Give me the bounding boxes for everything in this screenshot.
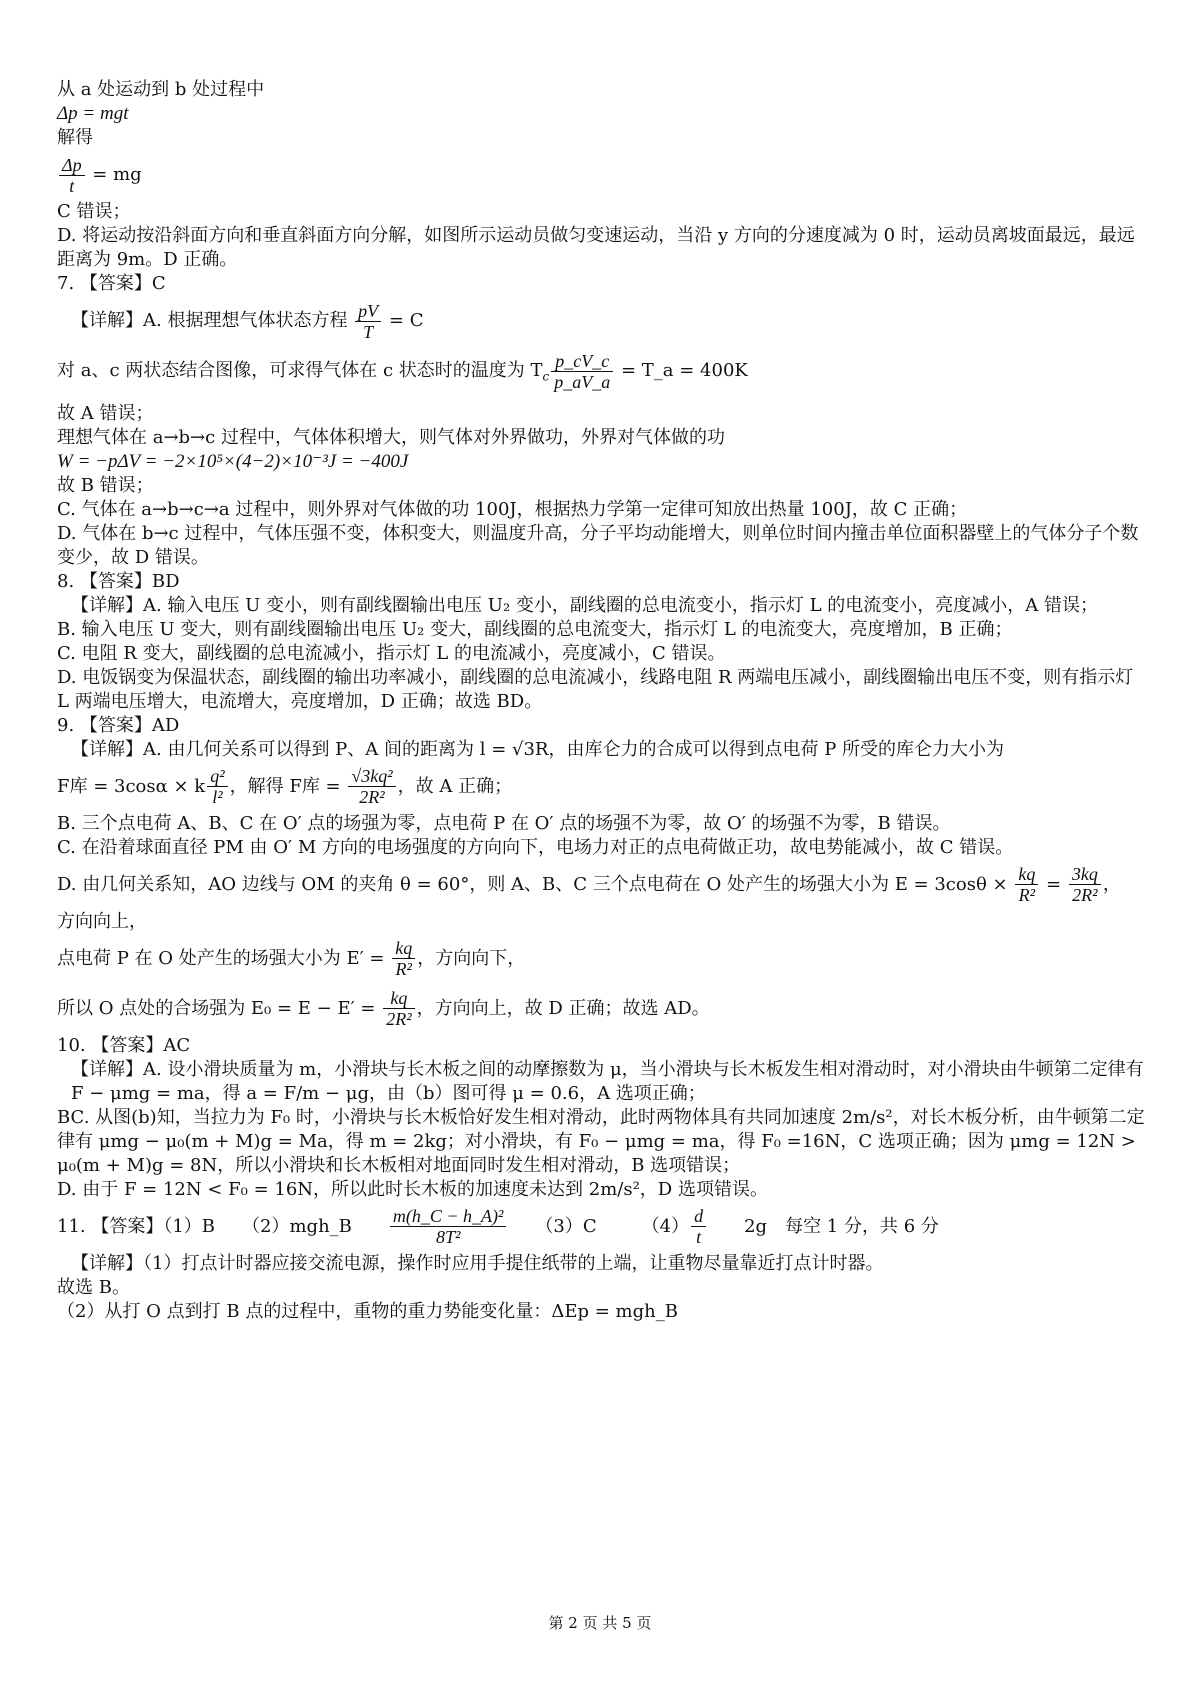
- line-text: = C: [383, 310, 424, 331]
- text-line: [57, 346, 1147, 402]
- text-line: [57, 402, 1147, 426]
- text-line: [57, 200, 1147, 224]
- line-text: （2）从打 O 点到打 B 点的过程中，重物的重力势能变化量：ΔEp = mgh_B: [57, 1300, 678, 1322]
- line-text: ，: [1102, 873, 1121, 895]
- text-line: [57, 150, 1147, 200]
- fraction: [383, 988, 414, 1029]
- text-line: [57, 984, 1147, 1034]
- line-text: 【详解】（1）打点计时器应接交流电源，操作时应用手提住纸带的上端，让重物尽量靠近打点计时器。: [71, 1252, 884, 1274]
- text-line: [57, 570, 1147, 594]
- fraction-numerator: 3kq: [1069, 864, 1101, 885]
- fraction-denominator: t: [696, 1227, 702, 1248]
- line-text: W = −pΔV = −2×10⁵×(4−2)×10⁻³J = −400J: [57, 450, 409, 472]
- fraction-denominator: t: [69, 175, 75, 196]
- text-line: [57, 1202, 1147, 1252]
- fraction-denominator: 2R²: [386, 1009, 412, 1030]
- line-text: 故 A 错误；: [57, 402, 154, 424]
- line-text: B. 三个点电荷 A、B、C 在 O′ 点的场强为零，点电荷 P 在 O′ 点的场强不为零，故 O′ 的场强不为零，B 错误。: [57, 812, 951, 834]
- fraction: [390, 1206, 507, 1247]
- fraction-denominator: 2R²: [359, 787, 385, 808]
- line-text: 故 B 错误；: [57, 474, 154, 496]
- text-line: [57, 836, 1147, 860]
- line-text: = mg: [86, 164, 142, 185]
- line-text: 7. 【答案】C: [57, 273, 166, 294]
- fraction-numerator: m(h_C − h_A)²: [390, 1206, 507, 1227]
- fraction-numerator: Δp: [59, 155, 85, 176]
- line-text: 【详解】A. 根据理想气体状态方程: [71, 310, 354, 331]
- line-text: =: [615, 360, 642, 381]
- fraction: [59, 155, 85, 196]
- line-text: 对 a、c 两状态结合图像，可求得气体在 c 状态时的温度为 T: [57, 360, 543, 381]
- text-line: [57, 1300, 1147, 1324]
- text-line: [57, 296, 1147, 346]
- page-footer: 第 2 页 共 5 页: [548, 1614, 652, 1632]
- line-text: C. 在沿着球面直径 PM 由 O′ M 方向的电场强度的方向向下，电场力对正的点电荷做正功，故电势能减小，故 C 错误。: [57, 836, 1014, 858]
- line-text: D. 由几何关系知，AO 边线与 OM 的夹角 θ = 60°，则 A、B、C 三个点电荷在 O 处产生的场强大小为 E = 3cosθ ×: [57, 873, 1014, 895]
- text-line: [57, 934, 1147, 984]
- line-text: 9. 【答案】AD: [57, 714, 180, 736]
- text-line: [57, 714, 1147, 738]
- line-text: （3）C （4）: [508, 1215, 690, 1237]
- text-line: [57, 522, 1147, 570]
- line-text: D. 将运动按沿斜面方向和垂直斜面方向分解，如图所示运动员做匀变速运动，当沿 y 方向的分速度减为 0 时，运动员离坡面最远，最远距离为 9m。D 正确。: [57, 225, 1135, 270]
- fraction-denominator: R²: [1018, 885, 1036, 906]
- fraction-numerator: kq: [392, 938, 415, 959]
- line-text: C 错误；: [57, 201, 131, 222]
- fraction-numerator: √3kq²: [348, 766, 395, 787]
- line-text: 点电荷 P 在 O 处产生的场强大小为 E′ =: [57, 947, 391, 969]
- text-line: [57, 860, 1147, 910]
- fraction: [207, 766, 227, 807]
- line-text: C. 气体在 a→b→c→a 过程中，则外界对气体做的功 100J，根据热力学第一定律可知放出热量 100J，故 C 正确；: [57, 498, 968, 520]
- line-text: T_a = 400K: [641, 360, 748, 381]
- line-text: 8. 【答案】BD: [57, 570, 180, 592]
- line-text: 【详解】A. 输入电压 U 变小，则有副线圈输出电压 U₂ 变小，副线圈的总电流变小，指示灯 L 的电流变小，亮度减小，A 错误；: [71, 594, 1098, 616]
- text-line: [57, 642, 1147, 666]
- line-text: F库 = 3cosα × k: [57, 775, 206, 797]
- text-line: [57, 498, 1147, 522]
- line-text: 故选 B。: [57, 1276, 130, 1298]
- subscript: c: [542, 369, 550, 384]
- line-text: D. 由于 F = 12N < F₀ = 16N，所以此时长木板的加速度未达到 2m/s²，D 选项错误。: [57, 1178, 768, 1200]
- text-line: [57, 224, 1147, 272]
- line-text: 10. 【答案】AC: [57, 1034, 191, 1056]
- line-text: 【详解】A. 由几何关系可以得到 P、A 间的距离为 l = √3R，由库仑力的合成可以得到点电荷 P 所受的库仑力大小为: [71, 738, 1005, 760]
- text-line: [57, 1252, 1147, 1276]
- fraction-numerator: kq: [383, 988, 414, 1009]
- text-line: [57, 1034, 1147, 1058]
- line-text: D. 电饭锅变为保温状态，副线圈的输出功率减小，副线圈的总电流减小，线路电阻 R 两端电压减小，副线圈输出电压不变，则有指示灯 L 两端电压增大，电流增大，亮度增加，D 正确；故选 BD。: [57, 666, 1134, 712]
- text-line: [57, 102, 1147, 126]
- line-text: C. 电阻 R 变大，副线圈的总电流减小，指示灯 L 的电流减小，亮度减小，C 错误。: [57, 642, 726, 664]
- line-text: BC. 从图(b)知，当拉力为 F₀ 时，小滑块与长木板恰好发生相对滑动，此时两物体具有共同加速度 2m/s²，对长木板分析，由牛顿第二定律有 μmg − μ₀(m + M)g = Ma，得 m = 2kg；对小滑块，有 F₀ − μmg = ma，得 F₀ =16N，C 选项正确；因为 μmg = 12N > μ₀(m + M)g = 8N，所以小滑块和长木板相对地面同时发生相对滑动，B 选项错误；: [57, 1106, 1145, 1176]
- text-line: [57, 762, 1147, 812]
- text-line: [57, 1058, 1147, 1106]
- text-line: [57, 812, 1147, 836]
- text-line: [57, 474, 1147, 498]
- text-line: [57, 618, 1147, 642]
- fraction-numerator: d: [691, 1206, 706, 1227]
- fraction: [1015, 864, 1038, 905]
- line-text: 11. 【答案】（1）B （2）mgh_B: [57, 1215, 388, 1237]
- fraction: [1069, 864, 1101, 905]
- fraction-denominator: T: [363, 321, 374, 342]
- fraction-denominator: p_aV_a: [554, 371, 611, 392]
- line-text: 解得: [57, 127, 93, 148]
- document-body: [57, 78, 1147, 1324]
- fraction: [551, 351, 613, 392]
- fraction-numerator: kq: [1015, 864, 1038, 885]
- fraction-denominator: l²: [212, 787, 223, 808]
- line-text: =: [1040, 873, 1067, 895]
- text-line: [57, 666, 1147, 714]
- text-line: [57, 426, 1147, 450]
- text-line: [57, 78, 1147, 102]
- text-line: [57, 1276, 1147, 1300]
- fraction-numerator: q²: [207, 766, 227, 787]
- text-line: [57, 450, 1147, 474]
- fraction-denominator: R²: [395, 959, 412, 980]
- text-line: [57, 738, 1147, 762]
- text-line: [57, 594, 1147, 618]
- text-line: [57, 1106, 1147, 1178]
- line-text: 从 a 处运动到 b 处过程中: [57, 79, 265, 100]
- fraction: [392, 938, 415, 979]
- text-line: [57, 1178, 1147, 1202]
- line-text: ，解得 F库 =: [229, 775, 347, 797]
- fraction-numerator: pV: [355, 301, 381, 322]
- text-line: [57, 126, 1147, 150]
- line-text: ，故 A 正确；: [397, 775, 513, 797]
- fraction-denominator: 8T²: [435, 1227, 461, 1248]
- fraction: [348, 766, 395, 807]
- text-line: [57, 272, 1147, 296]
- fraction-denominator: 2R²: [1072, 885, 1098, 906]
- fraction-numerator: p_cV_c: [551, 351, 613, 372]
- line-text: D. 气体在 b→c 过程中，气体压强不变，体积变大，则温度升高，分子平均动能增大，则单位时间内撞击单位面积器壁上的气体分子个数变少，故 D 错误。: [57, 522, 1139, 568]
- line-text: 理想气体在 a→b→c 过程中，气体体积增大，则气体对外界做功，外界对气体做的功: [57, 426, 725, 448]
- line-text: 方向向上，: [57, 910, 147, 932]
- fraction: [355, 301, 381, 342]
- line-text: ，方向向下，: [417, 947, 526, 969]
- text-line: [57, 910, 1147, 934]
- line-text: Δp = mgt: [57, 103, 129, 124]
- fraction: [691, 1206, 706, 1247]
- line-text: 【详解】A. 设小滑块质量为 m，小滑块与长木板之间的动摩擦数为 μ，当小滑块与长木板发生相对滑动时，对小滑块由牛顿第二定律有 F − μmg = ma，得 a = F/m − μg，由（b）图可得 μ = 0.6，A 选项正确；: [71, 1058, 1144, 1104]
- line-text: ，方向向上，故 D 正确；故选 AD。: [416, 997, 710, 1019]
- line-text: 2g 每空 1 分，共 6 分: [708, 1215, 939, 1237]
- line-text: 所以 O 点处的合场强为 E₀ = E − E′ =: [57, 997, 382, 1019]
- line-text: B. 输入电压 U 变大，则有副线圈输出电压 U₂ 变大，副线圈的总电流变大，指示灯 L 的电流变大，亮度增加，B 正确；: [57, 618, 1013, 640]
